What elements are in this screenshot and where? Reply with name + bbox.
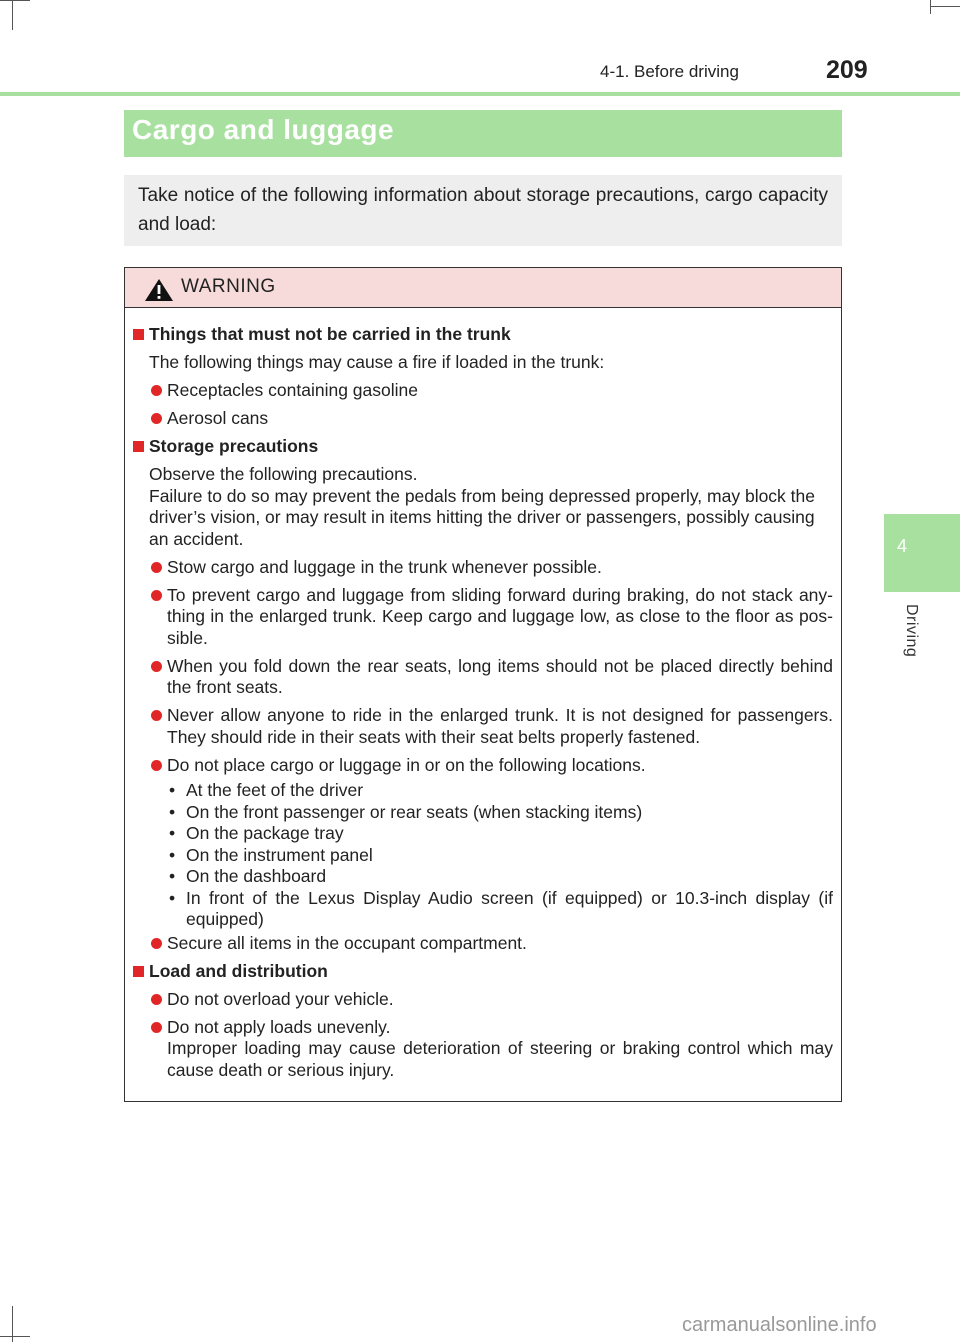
warning-body	[125, 308, 841, 1081]
chapter-tab	[884, 514, 960, 592]
intro-box: Take notice of the following information about storage precautions, cargo capacity and load:	[124, 175, 842, 246]
location-list-item: • At the feet of the driver	[133, 780, 833, 802]
crop-mark	[0, 0, 30, 1]
section-title-bar	[124, 110, 842, 157]
warning-bullet	[133, 585, 833, 650]
bullet-text: Secure all items in the occupant compartment.	[167, 932, 527, 953]
paragraph-line: Observe the following precautions.	[149, 464, 418, 484]
warning-heading: Storage precautions	[133, 436, 833, 458]
bullet-text: Do not overload your vehicle.	[167, 988, 394, 1009]
warning-bullet	[133, 408, 833, 430]
crop-mark	[12, 0, 13, 30]
paragraph-line: Failure to do so may prevent the pedals from being depressed properly, may block the driver’s vision, or may result in items hitting the driver or passengers, possibly causing an accident.	[149, 485, 815, 549]
warning-bullet	[133, 557, 833, 579]
bullet-text: Receptacles containing gasoline	[167, 380, 418, 400]
warning-bullet	[133, 380, 833, 402]
crop-mark	[930, 0, 931, 14]
warning-paragraph	[133, 352, 833, 374]
location-list-item: • On the front passenger or rear seats (when stacking items)	[133, 802, 833, 824]
warning-bullet	[133, 933, 833, 955]
crop-mark	[0, 1336, 30, 1337]
watermark: carmanualsonline.info	[682, 1314, 877, 1336]
warning-bullet	[133, 755, 833, 777]
paragraph-line: The following things may cause a fire if loaded in the trunk:	[149, 352, 605, 372]
bullet-text: To prevent cargo and luggage from sliding forward during braking, do not stack any-thing in the enlarged trunk. Keep cargo and luggage low, as close to the floor as pos-sible.	[167, 584, 833, 648]
bullet-extra-text: Improper loading may cause deterioration of steering or braking control which may cause death or serious injury.	[167, 1038, 833, 1080]
page-number: 209	[826, 56, 868, 84]
bullet-text: Aerosol cans	[167, 408, 269, 428]
location-list-item: • On the instrument panel	[133, 845, 833, 867]
bullet-text: Stow cargo and luggage in the trunk whenever possible.	[167, 556, 602, 577]
bullet-text: Do not place cargo or luggage in or on the following locations.	[167, 754, 646, 775]
chapter-label: Driving	[903, 604, 920, 658]
location-list	[133, 780, 833, 931]
warning-heading: Load and distribution	[133, 961, 833, 983]
warning-box	[124, 267, 842, 1102]
warning-bullet	[133, 656, 833, 699]
page-title: Cargo and luggage	[132, 114, 395, 145]
crop-mark	[931, 6, 960, 7]
warning-header	[125, 268, 841, 308]
warning-triangle-icon	[144, 278, 174, 302]
location-list-item: • In front of the Lexus Display Audio screen (if equipped) or 10.3-inch display (if equipped)	[133, 888, 833, 931]
warning-bullet	[133, 705, 833, 748]
bullet-text: Do not apply loads unevenly.	[167, 1016, 391, 1037]
location-list-item: • On the package tray	[133, 823, 833, 845]
header-rule	[0, 92, 960, 96]
header-section-title: 4-1. Before driving	[600, 62, 739, 81]
warning-bullet	[133, 989, 833, 1011]
warning-title: WARNING	[181, 276, 276, 297]
location-list-item: • On the dashboard	[133, 866, 833, 888]
warning-paragraph	[133, 464, 833, 550]
chapter-number: 4	[896, 536, 907, 556]
warning-heading: Things that must not be carried in the trunk	[133, 324, 833, 346]
bullet-text: Never allow anyone to ride in the enlarged trunk. It is not designed for passengers. They should ride in their seats with their seat belts properly fastened.	[167, 705, 833, 747]
bullet-text: When you fold down the rear seats, long items should not be placed directly behind the front seats.	[167, 655, 833, 697]
warning-bullet	[133, 1017, 833, 1082]
